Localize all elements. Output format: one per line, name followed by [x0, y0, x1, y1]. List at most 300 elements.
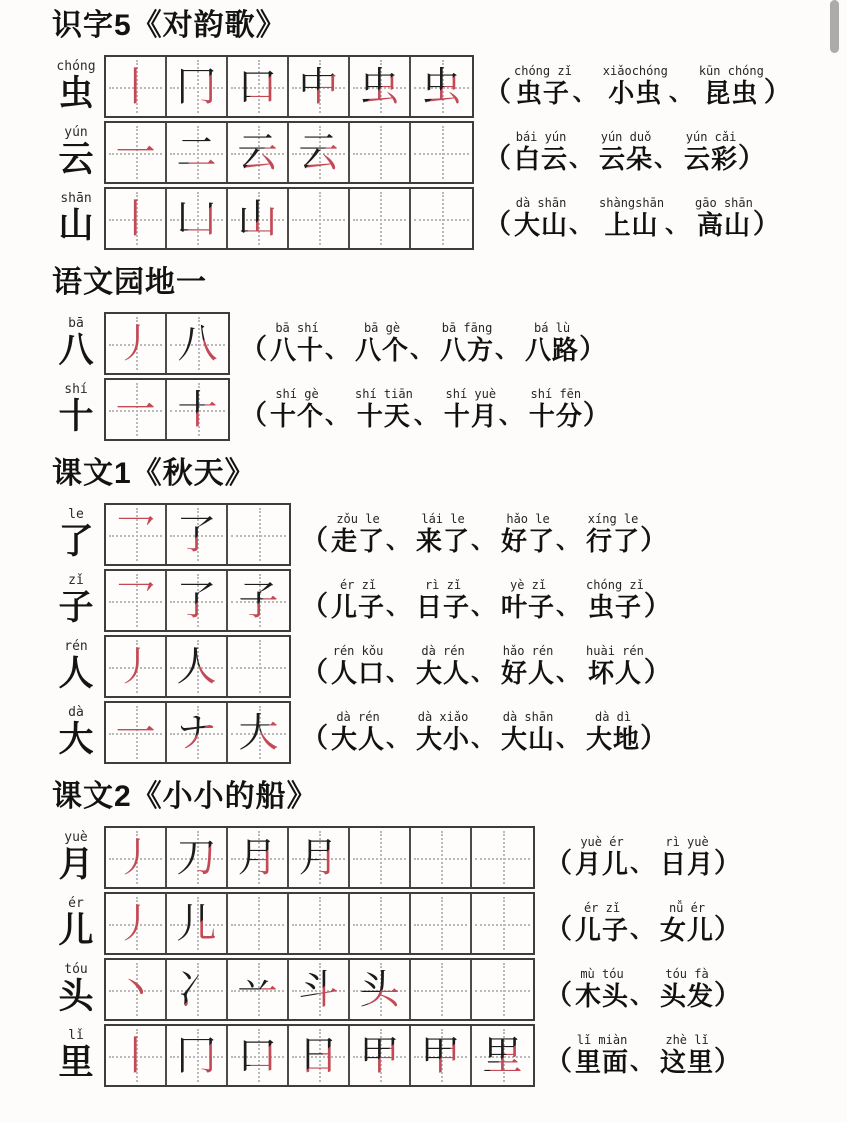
stroke-cell	[167, 571, 228, 630]
word-text: 白云	[514, 144, 569, 174]
word-text: 日子	[416, 592, 471, 622]
stroke-glyph: 月	[298, 834, 339, 880]
stroke-glyph: 甲	[420, 1032, 461, 1078]
word-pinyin: rì yuè	[665, 835, 709, 849]
word-separator: 、	[498, 402, 523, 429]
example-words	[484, 64, 791, 109]
stroke-cell	[350, 894, 411, 953]
stroke-glyph: 丿	[115, 643, 156, 689]
stroke-glyph: 丶	[115, 966, 156, 1012]
stroke-cell	[106, 123, 167, 182]
word-group	[684, 130, 738, 175]
word-group	[355, 387, 413, 432]
word-group	[660, 901, 714, 946]
open-paren: （	[301, 723, 328, 753]
word-text: 小虫	[608, 78, 663, 108]
stroke-glyph: 凵	[176, 195, 217, 241]
stroke-glyph: 冫	[176, 966, 217, 1012]
character-glyph: 儿	[58, 911, 94, 950]
close-paren: ）	[714, 914, 742, 944]
word-pinyin: dà shān	[502, 710, 554, 724]
word-separator: 、	[471, 593, 496, 620]
word-separator: 、	[386, 593, 411, 620]
example-words	[301, 578, 671, 623]
word-pinyin: zhè lǐ	[665, 1033, 709, 1047]
stroke-glyph: 儿	[176, 900, 217, 946]
word-pinyin: kūn chóng	[698, 64, 764, 78]
stroke-order-grid	[104, 1024, 535, 1087]
word-pinyin: shàngshān	[599, 196, 665, 210]
word-separator: 、	[386, 527, 411, 554]
stroke-order-grid	[104, 187, 474, 250]
open-paren: （	[484, 209, 511, 239]
stroke-cell	[167, 1026, 228, 1085]
character-row	[50, 503, 830, 566]
word-text: 这里	[660, 1047, 715, 1077]
word-group	[440, 321, 494, 366]
stroke-glyph: 乛	[115, 577, 156, 623]
word-text: 八方	[440, 335, 495, 365]
word-group	[514, 196, 568, 241]
stroke-glyph: 刀	[176, 834, 217, 880]
stroke-cell	[350, 189, 411, 248]
stroke-glyph: 丨	[115, 195, 156, 241]
character-header	[50, 1028, 102, 1083]
stroke-glyph: 口	[237, 63, 278, 109]
stroke-cell	[472, 1026, 533, 1085]
close-paren: ）	[640, 723, 668, 753]
document-content	[50, 6, 830, 1090]
character-row	[50, 635, 830, 698]
character-row	[50, 121, 830, 184]
word-separator: 、	[569, 145, 594, 172]
character-glyph: 大	[58, 720, 94, 759]
word-separator: 、	[668, 79, 693, 106]
character-row	[50, 55, 830, 118]
stroke-cell	[228, 505, 289, 564]
word-text: 八路	[525, 335, 580, 365]
stroke-cell	[228, 1026, 289, 1085]
stroke-glyph: 口	[237, 1032, 278, 1078]
word-pinyin: bái yún	[515, 130, 567, 144]
character-pinyin: yún	[64, 125, 88, 140]
character-glyph: 八	[58, 331, 94, 370]
stroke-cell	[289, 57, 350, 116]
word-pinyin: bá lù	[533, 321, 571, 335]
close-paren: ）	[738, 143, 766, 173]
word-pinyin: yún duǒ	[600, 130, 652, 144]
example-words	[484, 130, 765, 175]
stroke-cell	[289, 189, 350, 248]
word-group	[331, 644, 385, 689]
word-pinyin: dà xiǎo	[417, 710, 469, 724]
word-group	[695, 196, 753, 241]
stroke-glyph: 云	[298, 129, 339, 175]
stroke-order-grid	[104, 635, 291, 698]
stroke-glyph: 斗	[298, 966, 339, 1012]
stroke-glyph: 丿	[115, 320, 156, 366]
word-separator: 、	[495, 336, 520, 363]
stroke-cell	[472, 960, 533, 1019]
word-group	[575, 901, 629, 946]
example-words	[484, 196, 780, 241]
word-separator: 、	[325, 336, 350, 363]
close-paren: ）	[714, 848, 742, 878]
word-text: 虫子	[515, 78, 570, 108]
word-group	[660, 1033, 714, 1078]
character-glyph: 人	[58, 654, 94, 693]
stroke-cell	[167, 960, 228, 1019]
stroke-cell	[167, 894, 228, 953]
word-text: 大山	[514, 210, 569, 240]
close-paren: ）	[582, 400, 610, 430]
word-text: 女儿	[660, 915, 715, 945]
stroke-cell	[289, 123, 350, 182]
stroke-glyph: 丨	[115, 1032, 156, 1078]
word-text: 云朵	[599, 144, 654, 174]
word-text: 行了	[586, 526, 641, 556]
word-group	[529, 387, 583, 432]
open-paren: （	[240, 334, 267, 364]
character-pinyin: ér	[68, 896, 84, 911]
word-group	[501, 710, 555, 755]
stroke-glyph: 大	[238, 709, 279, 755]
word-group	[575, 967, 629, 1012]
close-paren: ）	[579, 334, 607, 364]
word-group	[514, 64, 572, 109]
word-pinyin: mù tóu	[580, 967, 624, 981]
close-paren: ）	[763, 77, 791, 107]
character-header	[50, 382, 102, 437]
example-words	[301, 644, 671, 689]
stroke-cell	[106, 314, 167, 373]
example-words	[301, 710, 667, 755]
character-pinyin: rén	[64, 639, 88, 654]
character-pinyin: shí	[64, 382, 88, 397]
stroke-cell	[228, 189, 289, 248]
word-group	[270, 321, 324, 366]
character-pinyin: yuè	[64, 830, 88, 845]
word-text: 大小	[416, 724, 471, 754]
word-separator: 、	[630, 982, 655, 1009]
section-title: 课文2《小小的船》	[52, 780, 318, 813]
word-pinyin: yún cǎi	[685, 130, 737, 144]
character-header	[50, 125, 102, 180]
word-text: 大山	[501, 724, 556, 754]
character-pinyin: tóu	[64, 962, 88, 977]
character-header	[50, 962, 102, 1017]
word-separator: 、	[630, 1048, 655, 1075]
word-text: 十天	[356, 401, 411, 431]
stroke-glyph: 䒑	[237, 966, 278, 1012]
word-pinyin: dà dì	[594, 710, 632, 724]
word-text: 八个	[355, 335, 410, 365]
open-paren: （	[545, 1046, 572, 1076]
word-group	[355, 321, 409, 366]
stroke-cell	[228, 571, 289, 630]
stroke-glyph: 二	[176, 129, 217, 175]
character-header	[50, 896, 102, 951]
word-group	[586, 644, 644, 689]
word-text: 来了	[416, 526, 471, 556]
stroke-cell	[106, 189, 167, 248]
word-group	[575, 835, 629, 880]
character-glyph: 山	[58, 206, 94, 245]
section-title: 识字5《对韵歌》	[52, 9, 287, 42]
open-paren: （	[301, 591, 328, 621]
example-words	[545, 967, 741, 1012]
word-pinyin: ér zǐ	[339, 578, 377, 592]
stroke-glyph: 山	[237, 195, 278, 241]
open-paren: （	[484, 143, 511, 173]
word-pinyin: bā fāng	[441, 321, 493, 335]
open-paren: （	[240, 400, 267, 430]
character-glyph: 云	[58, 140, 94, 179]
word-separator: 、	[471, 527, 496, 554]
word-group	[603, 64, 668, 109]
stroke-cell	[167, 637, 228, 696]
stroke-order-grid	[104, 958, 535, 1021]
word-pinyin: rén kǒu	[332, 644, 384, 658]
stroke-cell	[411, 960, 472, 1019]
close-paren: ）	[643, 657, 671, 687]
word-separator: 、	[572, 79, 597, 106]
word-group	[514, 130, 568, 175]
word-pinyin: lǐ miàn	[576, 1033, 628, 1047]
stroke-cell	[167, 505, 228, 564]
stroke-cell	[350, 960, 411, 1019]
character-row	[50, 826, 830, 889]
word-separator: 、	[325, 402, 350, 429]
stroke-glyph: 日	[298, 1032, 339, 1078]
word-text: 人口	[331, 658, 386, 688]
word-pinyin: tóu fà	[665, 967, 709, 981]
stroke-cell	[167, 828, 228, 887]
character-row	[50, 378, 830, 441]
character-pinyin: shān	[60, 191, 92, 206]
word-group	[586, 512, 640, 557]
stroke-cell	[228, 894, 289, 953]
stroke-cell	[411, 189, 472, 248]
word-pinyin: yuè ér	[580, 835, 624, 849]
word-separator: 、	[665, 211, 690, 238]
word-pinyin: dà rén	[336, 710, 380, 724]
stroke-glyph: 一	[115, 129, 156, 175]
character-pinyin: zǐ	[68, 573, 84, 588]
word-pinyin: rì zǐ	[424, 578, 462, 592]
stroke-order-grid	[104, 378, 230, 441]
stroke-cell	[106, 637, 167, 696]
example-words	[545, 1033, 741, 1078]
word-text: 里面	[575, 1047, 630, 1077]
stroke-cell	[106, 1026, 167, 1085]
character-pinyin: bā	[68, 316, 84, 331]
word-text: 十个	[270, 401, 325, 431]
character-header	[50, 191, 102, 246]
word-pinyin: xíng le	[587, 512, 639, 526]
close-paren: ）	[752, 209, 780, 239]
word-separator: 、	[386, 725, 411, 752]
stroke-cell	[228, 703, 289, 762]
word-text: 好人	[501, 658, 556, 688]
stroke-cell	[106, 703, 167, 762]
stroke-cell	[411, 57, 472, 116]
word-text: 木头	[575, 981, 630, 1011]
character-header	[50, 507, 102, 562]
stroke-glyph: 云	[237, 129, 278, 175]
character-header	[50, 830, 102, 885]
word-group	[599, 196, 664, 241]
word-separator: 、	[413, 402, 438, 429]
word-text: 昆虫	[704, 78, 759, 108]
word-group	[525, 321, 579, 366]
stroke-cell	[167, 380, 228, 439]
stroke-glyph: 头	[359, 966, 400, 1012]
stroke-cell	[411, 123, 472, 182]
stroke-glyph: 子	[238, 577, 279, 623]
word-pinyin: hǎo rén	[502, 644, 554, 658]
word-text: 好了	[501, 526, 556, 556]
example-words	[301, 512, 667, 557]
word-group	[416, 512, 470, 557]
stroke-cell	[289, 894, 350, 953]
stroke-cell	[106, 505, 167, 564]
stroke-glyph: 丿	[115, 834, 156, 880]
stroke-cell	[350, 57, 411, 116]
stroke-order-grid	[104, 312, 230, 375]
word-group	[660, 835, 714, 880]
stroke-glyph: 乛	[115, 511, 156, 557]
word-text: 八十	[270, 335, 325, 365]
stroke-glyph: 一	[115, 386, 156, 432]
word-text: 十月	[443, 401, 498, 431]
stroke-cell	[167, 703, 228, 762]
stroke-glyph: 甲	[359, 1032, 400, 1078]
word-pinyin: ér zǐ	[583, 901, 621, 915]
word-pinyin: shí tiān	[355, 387, 413, 401]
scrollbar-thumb[interactable]	[830, 0, 839, 53]
word-separator: 、	[410, 336, 435, 363]
stroke-cell	[106, 571, 167, 630]
section-title: 语文园地一	[52, 266, 207, 299]
word-text: 走了	[331, 526, 386, 556]
example-words	[545, 901, 741, 946]
open-paren: （	[484, 77, 511, 107]
stroke-glyph: 人	[176, 643, 217, 689]
stroke-order-grid	[104, 503, 291, 566]
word-pinyin: nǚ ér	[668, 901, 706, 915]
word-text: 十分	[528, 401, 583, 431]
word-pinyin: dà rén	[421, 644, 465, 658]
word-group	[444, 387, 498, 432]
character-header	[50, 573, 102, 628]
character-row	[50, 892, 830, 955]
word-separator: 、	[471, 725, 496, 752]
stroke-glyph: 丿	[115, 900, 156, 946]
character-glyph: 十	[58, 397, 94, 436]
character-header	[50, 59, 102, 114]
word-group	[416, 578, 470, 623]
close-paren: ）	[714, 980, 742, 1010]
stroke-cell	[350, 1026, 411, 1085]
word-separator: 、	[556, 659, 581, 686]
stroke-cell	[228, 637, 289, 696]
character-header	[50, 316, 102, 371]
example-words	[240, 321, 606, 366]
character-row	[50, 312, 830, 375]
character-glyph: 头	[58, 977, 94, 1016]
stroke-cell	[228, 828, 289, 887]
open-paren: （	[545, 848, 572, 878]
close-paren: ）	[714, 1046, 742, 1076]
stroke-glyph: 八	[177, 320, 218, 366]
stroke-order-grid	[104, 826, 535, 889]
word-pinyin: dà shān	[515, 196, 567, 210]
word-separator: 、	[569, 211, 594, 238]
character-pinyin: dà	[68, 705, 84, 720]
word-group	[416, 644, 470, 689]
word-group	[586, 578, 644, 623]
word-group	[501, 644, 555, 689]
section-title: 课文1《秋天》	[52, 457, 256, 490]
word-pinyin: huài rén	[586, 644, 644, 658]
word-group	[331, 578, 385, 623]
stroke-cell	[228, 960, 289, 1019]
character-row	[50, 701, 830, 764]
word-group	[416, 710, 470, 755]
stroke-glyph: 了	[176, 577, 217, 623]
stroke-cell	[289, 960, 350, 1019]
word-pinyin: hǎo le	[506, 512, 550, 526]
word-text: 大地	[586, 724, 641, 754]
word-pinyin: gāo shān	[695, 196, 753, 210]
character-glyph: 虫	[58, 74, 94, 113]
stroke-cell	[106, 57, 167, 116]
word-group	[501, 512, 555, 557]
stroke-cell	[167, 57, 228, 116]
word-text: 日月	[660, 849, 715, 879]
character-row	[50, 187, 830, 250]
stroke-glyph: 里	[482, 1032, 523, 1078]
stroke-order-grid	[104, 55, 474, 118]
stroke-cell	[411, 894, 472, 953]
character-glyph: 里	[58, 1043, 94, 1082]
stroke-cell	[228, 57, 289, 116]
word-separator: 、	[630, 850, 655, 877]
stroke-cell	[228, 123, 289, 182]
open-paren: （	[301, 657, 328, 687]
open-paren: （	[301, 525, 328, 555]
stroke-cell	[167, 314, 228, 373]
word-group	[575, 1033, 629, 1078]
word-text: 儿子	[575, 915, 630, 945]
word-group	[270, 387, 324, 432]
stroke-cell	[289, 1026, 350, 1085]
word-text: 儿子	[331, 592, 386, 622]
stroke-order-grid	[104, 569, 291, 632]
stroke-cell	[411, 828, 472, 887]
character-pinyin: lǐ	[68, 1028, 84, 1043]
stroke-glyph: 丨	[115, 63, 156, 109]
stroke-cell	[167, 123, 228, 182]
word-text: 大人	[331, 724, 386, 754]
stroke-glyph: 冂	[176, 1032, 217, 1078]
stroke-cell	[106, 960, 167, 1019]
stroke-cell	[289, 828, 350, 887]
character-row	[50, 569, 830, 632]
character-pinyin: chóng	[56, 59, 96, 74]
word-pinyin: bā shí	[275, 321, 319, 335]
